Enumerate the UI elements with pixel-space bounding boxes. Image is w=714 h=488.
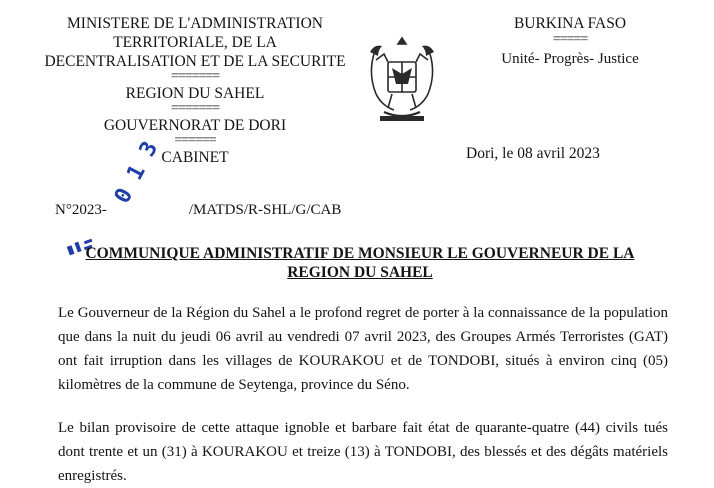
stamp-number: 0 1 3: [110, 137, 164, 208]
country-block: [470, 14, 670, 69]
ministry-line-3: DECENTRALISATION ET DE LA SECURITE: [44, 53, 346, 70]
ministry-line-2: TERRITORIALE, DE LA: [113, 34, 277, 51]
communique-title: [60, 244, 660, 282]
cabinet-label: CABINET: [161, 149, 229, 166]
reference-suffix: /MATDS/R-SHL/G/CAB: [188, 202, 342, 218]
ministry-line-1: MINISTERE DE L'ADMINISTRATION: [67, 15, 323, 32]
date-line: Dori, le 08 avril 2023: [466, 145, 600, 162]
paragraph: Le Gouverneur de la Région du Sahel a le profond regret de porter à la connaissance de la population que dans la nuit du jeudi 06 avril au vendredi 07 avril 2023, des Groupes Armés Terroristes (GAT) ont fait irruption dans les villages de KOURAKOU et de TONDOBI, situés à environ cinq (05) kilomètres de la commune de Seytenga, province du Séno.: [58, 305, 668, 393]
country-name: BURKINA FASO: [513, 15, 627, 32]
separator: ======: [174, 133, 216, 148]
title-line-1: COMMUNIQUE ADMINISTRATIF DE MONSIEUR LE GOUVERNEUR DE LA: [85, 245, 635, 262]
title-line-2: REGION DU SAHEL: [287, 264, 433, 281]
region-name: REGION DU SAHEL: [125, 85, 265, 102]
paragraph: Le bilan provisoire de cette attaque ignoble et barbare fait état de quarante-quatre (44) civils tués dont trente et un (31) à KOURAKOU et treize (13) à TONDOBI, des blessés et des dégâts matériels enregistrés.: [58, 420, 668, 484]
separator: =======: [170, 101, 220, 116]
coat-of-arms-icon: [362, 32, 442, 128]
national-motto: Unité- Progrès- Justice: [501, 51, 639, 67]
governorate-name: GOUVERNORAT DE DORI: [103, 117, 287, 134]
issuer-block: [30, 14, 360, 167]
separator: =====: [552, 32, 588, 47]
separator: =======: [170, 69, 220, 84]
reference-prefix: N°2023-: [55, 202, 107, 218]
